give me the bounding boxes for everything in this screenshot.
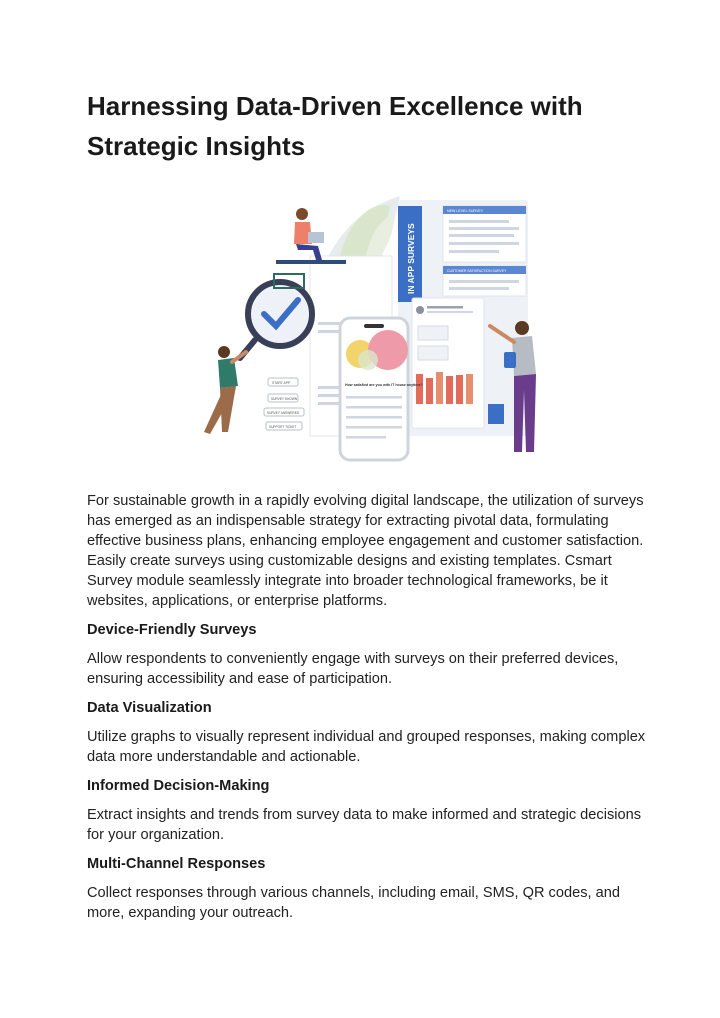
flow-step-label: SURVEY SHOWN (271, 397, 298, 401)
sidebar-label: IN APP SURVEYS (406, 223, 416, 294)
section-heading: Informed Decision-Making (87, 778, 270, 794)
flow-step-label: SURVEY ANSWERED (267, 411, 300, 415)
magnifying-glass-graphic (240, 274, 312, 358)
section-heading: Data Visualization (87, 700, 212, 716)
intro-paragraph: For sustainable growth in a rapidly evolving digital landscape, the utilization of surveys has emerged as an indispensable strategy for extracting pivotal data, formulating effective business plans, enhancing employee engagement and customer satisfaction. Easily create surveys using customizable designs and existing templates. Csmart Survey module seamlessly integrate into broader technological frameworks, be it websites, applications, or enterprise platforms. (87, 493, 644, 609)
flow-step-label: START APP (272, 381, 291, 385)
section-body: Allow respondents to conveniently engage with surveys on their preferred devices, ensuring accessibility and ease of participation. (87, 651, 619, 687)
phone-question: How satisfied are you with IT house anytime? (345, 383, 423, 387)
section-body: Collect responses through various channels, including email, SMS, QR codes, and more, expanding your outreach. (87, 885, 620, 921)
card-label: CUSTOMER SATISFACTION SURVEY (447, 269, 507, 273)
body-content (87, 491, 647, 932)
flow-steps (264, 378, 304, 430)
question-card (412, 298, 484, 428)
flow-step-label: SUPPORT TICKET (269, 425, 297, 429)
page-title: Harnessing Data-Driven Excellence with Strategic Insights (87, 91, 583, 161)
section-body: Utilize graphs to visually represent individual and grouped responses, making complex data more understandable and actionable. (87, 729, 646, 765)
section-heading: Multi-Channel Responses (87, 856, 266, 872)
survey-illustration (200, 186, 560, 464)
card-label: NEW LEVEL SURVEY (447, 209, 484, 213)
section-body: Extract insights and trends from survey data to make informed and strategic decisions for your organization. (87, 807, 642, 843)
section-heading: Device-Friendly Surveys (87, 622, 257, 638)
